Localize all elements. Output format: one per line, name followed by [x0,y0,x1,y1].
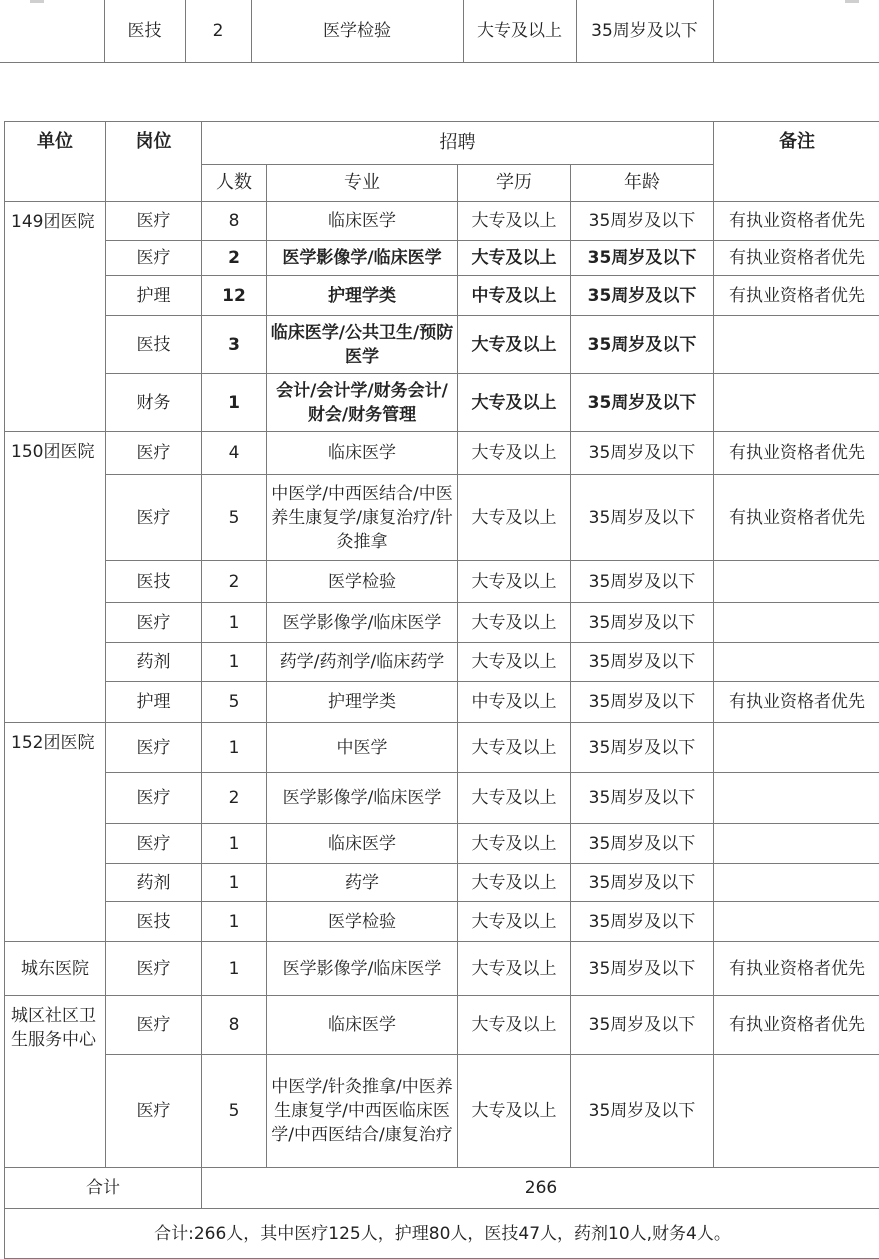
age-cell: 35周岁及以下 [571,996,714,1055]
major-cell: 医学检验 [267,561,458,603]
major-cell: 临床医学 [267,432,458,475]
post-cell: 医疗 [106,996,202,1055]
count-cell: 12 [202,276,267,316]
note-cell: 有执业资格者优先 [714,202,879,241]
count-cell: 8 [202,996,267,1055]
education-cell: 大专及以上 [458,202,571,241]
summary-text: 合计:266人，其中医疗125人，护理80人，医技47人，药剂10人,财务4人。 [5,1209,879,1259]
summary-row [5,1209,879,1259]
count-cell: 5 [202,475,267,561]
education-cell: 大专及以上 [458,643,571,682]
major-cell: 医学影像学/临床医学 [267,942,458,996]
note-cell: 有执业资格者优先 [714,682,879,723]
note-cell [714,773,879,824]
note-cell [714,561,879,603]
count-cell: 5 [202,1055,267,1168]
table-row [5,864,879,902]
note-cell [714,643,879,682]
education-cell: 大专及以上 [463,0,576,63]
table-row [5,902,879,942]
note-cell: 有执业资格者优先 [714,996,879,1055]
education-cell: 大专及以上 [458,374,571,432]
post-cell: 医疗 [106,942,202,996]
count-cell: 2 [202,773,267,824]
table-row [5,475,879,561]
age-cell: 35周岁及以下 [571,942,714,996]
note-cell [714,1055,879,1168]
age-cell: 35周岁及以下 [571,603,714,643]
major-cell: 医学检验 [251,0,463,63]
count-cell: 1 [202,902,267,942]
header-note: 备注 [714,122,879,202]
note-cell: 有执业资格者优先 [714,432,879,475]
age-cell: 35周岁及以下 [571,475,714,561]
count-cell: 3 [202,316,267,374]
post-cell: 药剂 [106,864,202,902]
unit-cell [0,0,104,63]
post-cell: 医疗 [106,1055,202,1168]
table-row [5,942,879,996]
age-cell: 35周岁及以下 [571,824,714,864]
major-cell: 医学影像学/临床医学 [267,603,458,643]
post-cell: 医技 [104,0,185,63]
major-cell: 会计/会计学/财务会计/财会/财务管理 [267,374,458,432]
age-cell: 35周岁及以下 [571,723,714,773]
post-cell: 医技 [106,902,202,942]
post-cell: 护理 [106,682,202,723]
unit-cell: 150团医院 [5,432,106,723]
table-row [5,432,879,475]
education-cell: 中专及以上 [458,276,571,316]
post-cell: 医技 [106,561,202,603]
age-cell: 35周岁及以下 [571,682,714,723]
table-row [5,682,879,723]
count-cell: 1 [202,643,267,682]
education-cell: 大专及以上 [458,824,571,864]
previous-page-table [0,0,879,63]
age-cell: 35周岁及以下 [571,316,714,374]
unit-cell: 城区社区卫生服务中心 [5,996,106,1168]
table-row [5,773,879,824]
post-cell: 医疗 [106,202,202,241]
major-cell: 药学 [267,864,458,902]
count-cell: 1 [202,864,267,902]
education-cell: 大专及以上 [458,432,571,475]
post-cell: 医技 [106,316,202,374]
unit-cell: 149团医院 [5,202,106,432]
post-cell: 医疗 [106,475,202,561]
count-cell: 4 [202,432,267,475]
post-cell: 财务 [106,374,202,432]
header-unit: 单位 [5,122,106,202]
total-label: 合计 [5,1168,202,1209]
major-cell: 医学影像学/临床医学 [267,241,458,276]
note-cell [714,603,879,643]
education-cell: 大专及以上 [458,773,571,824]
education-cell: 大专及以上 [458,603,571,643]
table-row [5,241,879,276]
table-row [0,0,879,63]
major-cell: 临床医学/公共卫生/预防医学 [267,316,458,374]
education-cell: 大专及以上 [458,475,571,561]
post-cell: 药剂 [106,643,202,682]
education-cell: 大专及以上 [458,902,571,942]
header-post: 岗位 [106,122,202,202]
header-recruit: 招聘 [202,122,714,165]
age-cell: 35周岁及以下 [571,643,714,682]
table-row [5,996,879,1055]
age-cell: 35周岁及以下 [571,1055,714,1168]
unit-cell: 城东医院 [5,942,106,996]
post-cell: 医疗 [106,432,202,475]
major-cell: 中医学 [267,723,458,773]
age-cell: 35周岁及以下 [571,864,714,902]
table-row [5,723,879,773]
major-cell: 中医学/针灸推拿/中医养生康复学/中西医临床医学/中西医结合/康复治疗 [267,1055,458,1168]
post-cell: 护理 [106,276,202,316]
major-cell: 护理学类 [267,682,458,723]
age-cell: 35周岁及以下 [571,374,714,432]
major-cell: 临床医学 [267,824,458,864]
major-cell: 临床医学 [267,996,458,1055]
age-cell: 35周岁及以下 [576,0,713,63]
education-cell: 大专及以上 [458,561,571,603]
post-cell: 医疗 [106,723,202,773]
note-cell [714,824,879,864]
header-row [5,122,879,165]
major-cell: 药学/药剂学/临床药学 [267,643,458,682]
note-cell [714,374,879,432]
count-cell: 1 [202,603,267,643]
note-cell [714,902,879,942]
table-row [5,316,879,374]
post-cell: 医疗 [106,241,202,276]
age-cell: 35周岁及以下 [571,773,714,824]
table-row [5,202,879,241]
note-cell: 有执业资格者优先 [714,475,879,561]
table-row [5,276,879,316]
table-row [5,1055,879,1168]
note-cell [714,723,879,773]
header-age: 年龄 [571,165,714,202]
table-row [5,374,879,432]
note-cell [714,316,879,374]
count-cell: 8 [202,202,267,241]
post-cell: 医疗 [106,773,202,824]
total-row [5,1168,879,1209]
age-cell: 35周岁及以下 [571,902,714,942]
major-cell: 护理学类 [267,276,458,316]
header-major: 专业 [267,165,458,202]
major-cell: 医学检验 [267,902,458,942]
note-cell: 有执业资格者优先 [714,942,879,996]
recruitment-table [4,121,879,1259]
age-cell: 35周岁及以下 [571,202,714,241]
education-cell: 大专及以上 [458,723,571,773]
note-cell: 有执业资格者优先 [714,241,879,276]
major-cell: 中医学/中西医结合/中医养生康复学/康复治疗/针灸推拿 [267,475,458,561]
education-cell: 大专及以上 [458,864,571,902]
header-count: 人数 [202,165,267,202]
post-cell: 医疗 [106,824,202,864]
note-cell [714,864,879,902]
education-cell: 大专及以上 [458,996,571,1055]
table-row [5,603,879,643]
age-cell: 35周岁及以下 [571,432,714,475]
education-cell: 中专及以上 [458,682,571,723]
education-cell: 大专及以上 [458,316,571,374]
count-cell: 2 [202,241,267,276]
age-cell: 35周岁及以下 [571,241,714,276]
header-education: 学历 [458,165,571,202]
table-row [5,643,879,682]
education-cell: 大专及以上 [458,1055,571,1168]
count-cell: 2 [202,561,267,603]
unit-cell: 152团医院 [5,723,106,942]
count-cell: 1 [202,824,267,864]
count-cell: 2 [185,0,251,63]
note-cell: 有执业资格者优先 [714,276,879,316]
count-cell: 5 [202,682,267,723]
education-cell: 大专及以上 [458,241,571,276]
count-cell: 1 [202,942,267,996]
total-value: 266 [202,1168,879,1209]
count-cell: 1 [202,723,267,773]
note-cell [713,0,879,63]
age-cell: 35周岁及以下 [571,561,714,603]
age-cell: 35周岁及以下 [571,276,714,316]
count-cell: 1 [202,374,267,432]
education-cell: 大专及以上 [458,942,571,996]
table-row [5,561,879,603]
post-cell: 医疗 [106,603,202,643]
major-cell: 临床医学 [267,202,458,241]
major-cell: 医学影像学/临床医学 [267,773,458,824]
table-row [5,824,879,864]
